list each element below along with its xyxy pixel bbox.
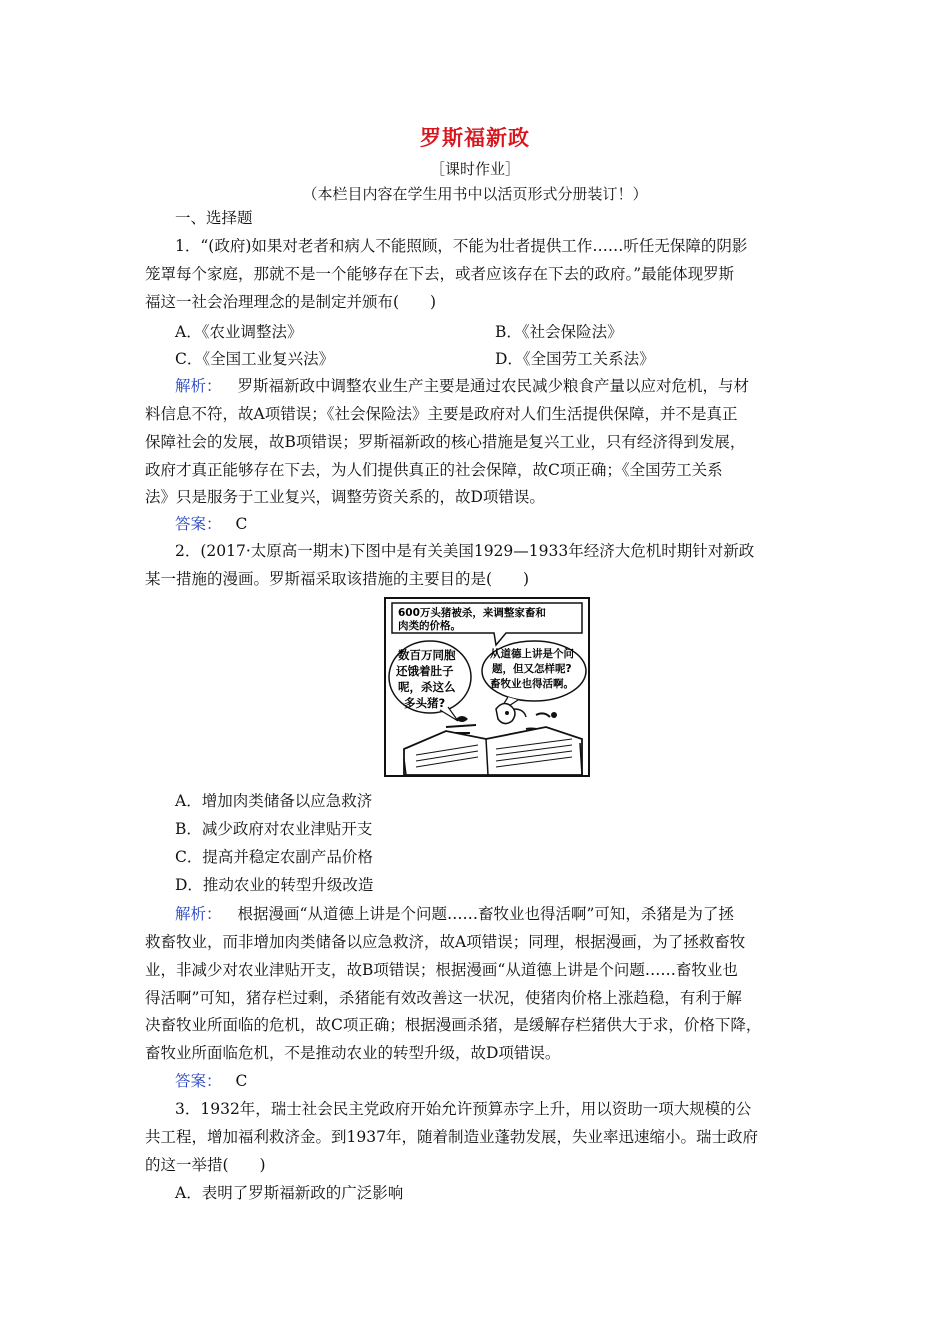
cartoon-top-text-1: 600万头猪被杀，来调整家畜和 (398, 607, 546, 619)
section-heading: 一、选择题 (175, 209, 253, 227)
q3-line-3: 的这一举措( ) (145, 1156, 266, 1174)
q2-analysis-line-2: 救畜牧业，而非增加肉类储备以应急救济，故A项错误；同理，根据漫画，为了拯救畜牧 (145, 933, 746, 951)
cartoon-left-text-1: 数百万同胞 (398, 648, 456, 662)
cartoon-right-text-3: 畜牧业也得活啊。 (490, 678, 574, 690)
q2-analysis-line-4: 得活啊”可知，猪存栏过剩，杀猪能有效改善这一状况，使猪肉价格上涨趋稳，有利于解 (145, 989, 742, 1007)
q2-analysis-text-1: 根据漫画“从道德上讲是个问题……畜牧业也得活啊”可知，杀猪是为了拯 (237, 905, 734, 923)
q2-analysis-line-6: 畜牧业所面临危机，不是推动农业的转型升级，故D项错误。 (145, 1044, 561, 1062)
cartoon-right-text-2: 题，但又怎样呢? (492, 663, 572, 675)
q1-line-1: 1．“(政府)如果对老者和病人不能照顾，不能为壮者提供工作……听任无保障的阴影 (175, 237, 748, 255)
q1-analysis-text-1: 罗斯福新政中调整农业生产主要是通过农民减少粮食产量以应对危机，与材 (237, 377, 750, 395)
q2-option-a: A．增加肉类储备以应急救济 (175, 792, 373, 810)
cartoon-image (384, 597, 590, 777)
q2-line-2: 某一措施的漫画。罗斯福采取该措施的主要目的是( ) (145, 570, 530, 588)
q1-analysis-line-5: 法》只是服务于工业复兴，调整劳资关系的，故D项错误。 (145, 488, 545, 506)
cartoon-right-text-1: 从道德上讲是个问 (490, 648, 574, 660)
q3-line-2: 共工程，增加福利救济金。到1937年，随着制造业蓬勃发展，失业率迅速缩小。瑞士政府 (145, 1128, 758, 1146)
q1-option-d: D．《全国劳工关系法》 (495, 350, 655, 368)
q2-option-b: B．减少政府对农业津贴开支 (175, 820, 373, 838)
cartoon-drawing (386, 599, 588, 775)
q1-option-b: B．《社会保险法》 (495, 323, 623, 341)
q1-answer-label: 答案： (175, 515, 222, 533)
cartoon-left-text-4: 多头猪? (404, 696, 446, 710)
page-title: 罗斯福新政 (420, 125, 530, 150)
cartoon-left-text-3: 呢，杀这么 (398, 680, 456, 694)
q1-option-a: A．《农业调整法》 (175, 323, 303, 341)
q2-option-d: D．推动农业的转型升级改造 (175, 876, 374, 894)
q2-analysis-label: 解析： (175, 905, 222, 923)
q1-analysis-line-4: 政府才真正能够存在下去，为人们提供真正的社会保障，故C项正确；《全国劳工关系 (145, 461, 723, 479)
q1-answer-value: C (235, 515, 248, 533)
q1-analysis-line-1 (175, 376, 749, 396)
q2-option-c: C．提高并稳定农副产品价格 (175, 848, 373, 866)
q2-analysis-line-5: 决畜牧业所面临的危机，故C项正确；根据漫画杀猪，是缓解存栏猪供大于求，价格下降， (145, 1016, 762, 1034)
q1-analysis-line-3: 保障社会的发展，故B项错误；罗斯福新政的核心措施是复兴工业，只有经济得到发展， (145, 433, 746, 451)
q2-answer-label: 答案： (175, 1072, 222, 1090)
q2-analysis-line-1 (175, 904, 734, 924)
q2-answer-value: C (235, 1072, 248, 1090)
q2-analysis-line-3: 业，非减少对农业津贴开支，故B项错误；根据漫画“从道德上讲是个问题……畜牧业也 (145, 961, 738, 979)
q2-answer (175, 1071, 247, 1091)
cartoon-left-text-2: 还饿着肚子 (396, 664, 454, 678)
q1-line-3: 福这一社会治理理念的是制定并颁布( ) (145, 293, 437, 311)
cartoon-top-text-2: 肉类的价格。 (398, 620, 461, 632)
q1-answer (175, 514, 247, 534)
q3-option-a: A．表明了罗斯福新政的广泛影响 (175, 1184, 404, 1202)
q1-analysis-line-2: 料信息不符，故A项错误；《社会保险法》主要是政府对人们生活提供保障，并不是真正 (145, 405, 738, 423)
binding-note: （本栏目内容在学生用书中以活页形式分册装订！） (302, 185, 648, 203)
q1-option-c: C．《全国工业复兴法》 (175, 350, 335, 368)
q1-line-2: 笼罩每个家庭，那就不是一个能够存在下去，或者应该存在下去的政府。”最能体现罗斯 (145, 265, 735, 283)
subtitle: ［课时作业］ (429, 160, 520, 178)
q1-analysis-label: 解析： (175, 377, 222, 395)
q3-line-1: 3．1932年，瑞士社会民主党政府开始允许预算赤字上升，用以资助一项大规模的公 (175, 1100, 752, 1118)
q2-line-1: 2．(2017·太原高一期末)下图中是有关美国1929—1933年经济大危机时期针对新政 (175, 542, 755, 560)
